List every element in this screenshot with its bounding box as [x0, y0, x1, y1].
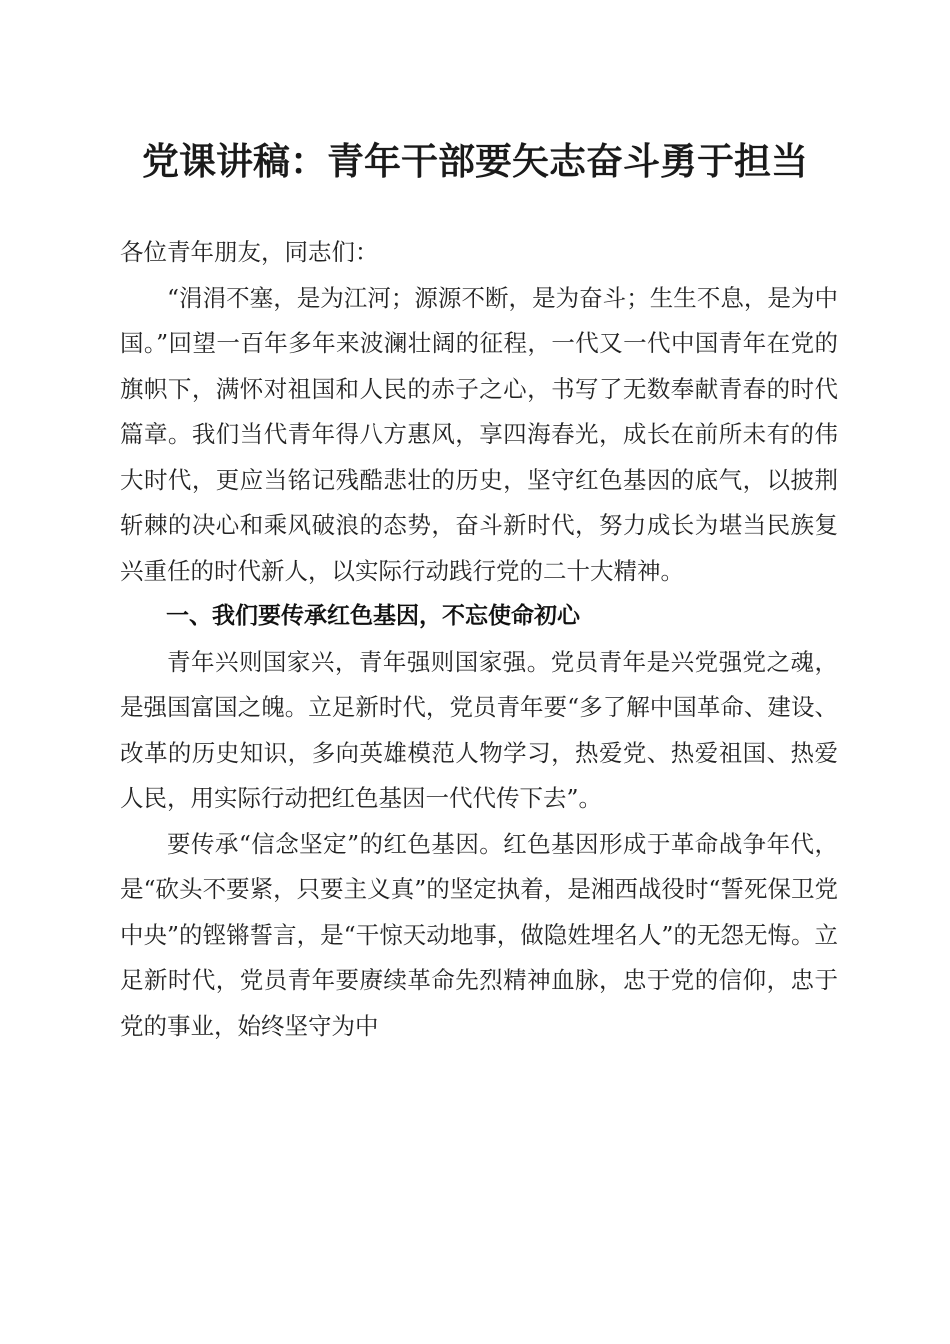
paragraph-intro: “涓涓不塞，是为江河；源源不断，是为奋斗；生生不息，是为中国。”回望一百年多年来波澜壮阔的征程，一代又一代中国青年在党的旗帜下，满怀对祖国和人民的赤子之心，书写了无数奉献青春的时代篇章。我们当代青年得八方惠风，享四海春光，成长在前所未有的伟大时代，更应当铭记残酷悲壮的历史，坚守红色基因的底气，以披荆斩棘的决心和乘风破浪的态势，奋斗新时代，努力成长为堪当民族复兴重任的时代新人，以实际行动践行党的二十大精神。 — [120, 283, 838, 585]
salutation: 各位青年朋友，同志们： — [120, 238, 379, 266]
document-title: 党课讲稿：青年干部要矢志奋斗勇于担当 — [142, 139, 808, 183]
document-body — [120, 230, 838, 1049]
paragraph-section-2: 要传承“信念坚定”的红色基因。红色基因形成于革命战争年代，是“砍头不要紧，只要主义真”的坚定执着，是湘西战役时“誓死保卫党中央”的铿锵誓言，是“干惊天动地事，做隐姓埋名人”的无怨无悔。立足新时代，党员青年要赓续革命先烈精神血脉，忠于党的信仰，忠于党的事业，始终坚守为中 — [120, 829, 838, 1040]
section-heading: 一、我们要传承红色基因，不忘使命初心 — [166, 603, 580, 629]
paragraph-section-1: 青年兴则国家兴，青年强则国家强。党员青年是兴党强党之魂，是强国富国之魄。立足新时代，党员青年要“多了解中国革命、建设、改革的历史知识，多向英雄模范人物学习，热爱党、热爱祖国、热爱人民，用实际行动把红色基因一代代传下去”。 — [120, 647, 838, 812]
